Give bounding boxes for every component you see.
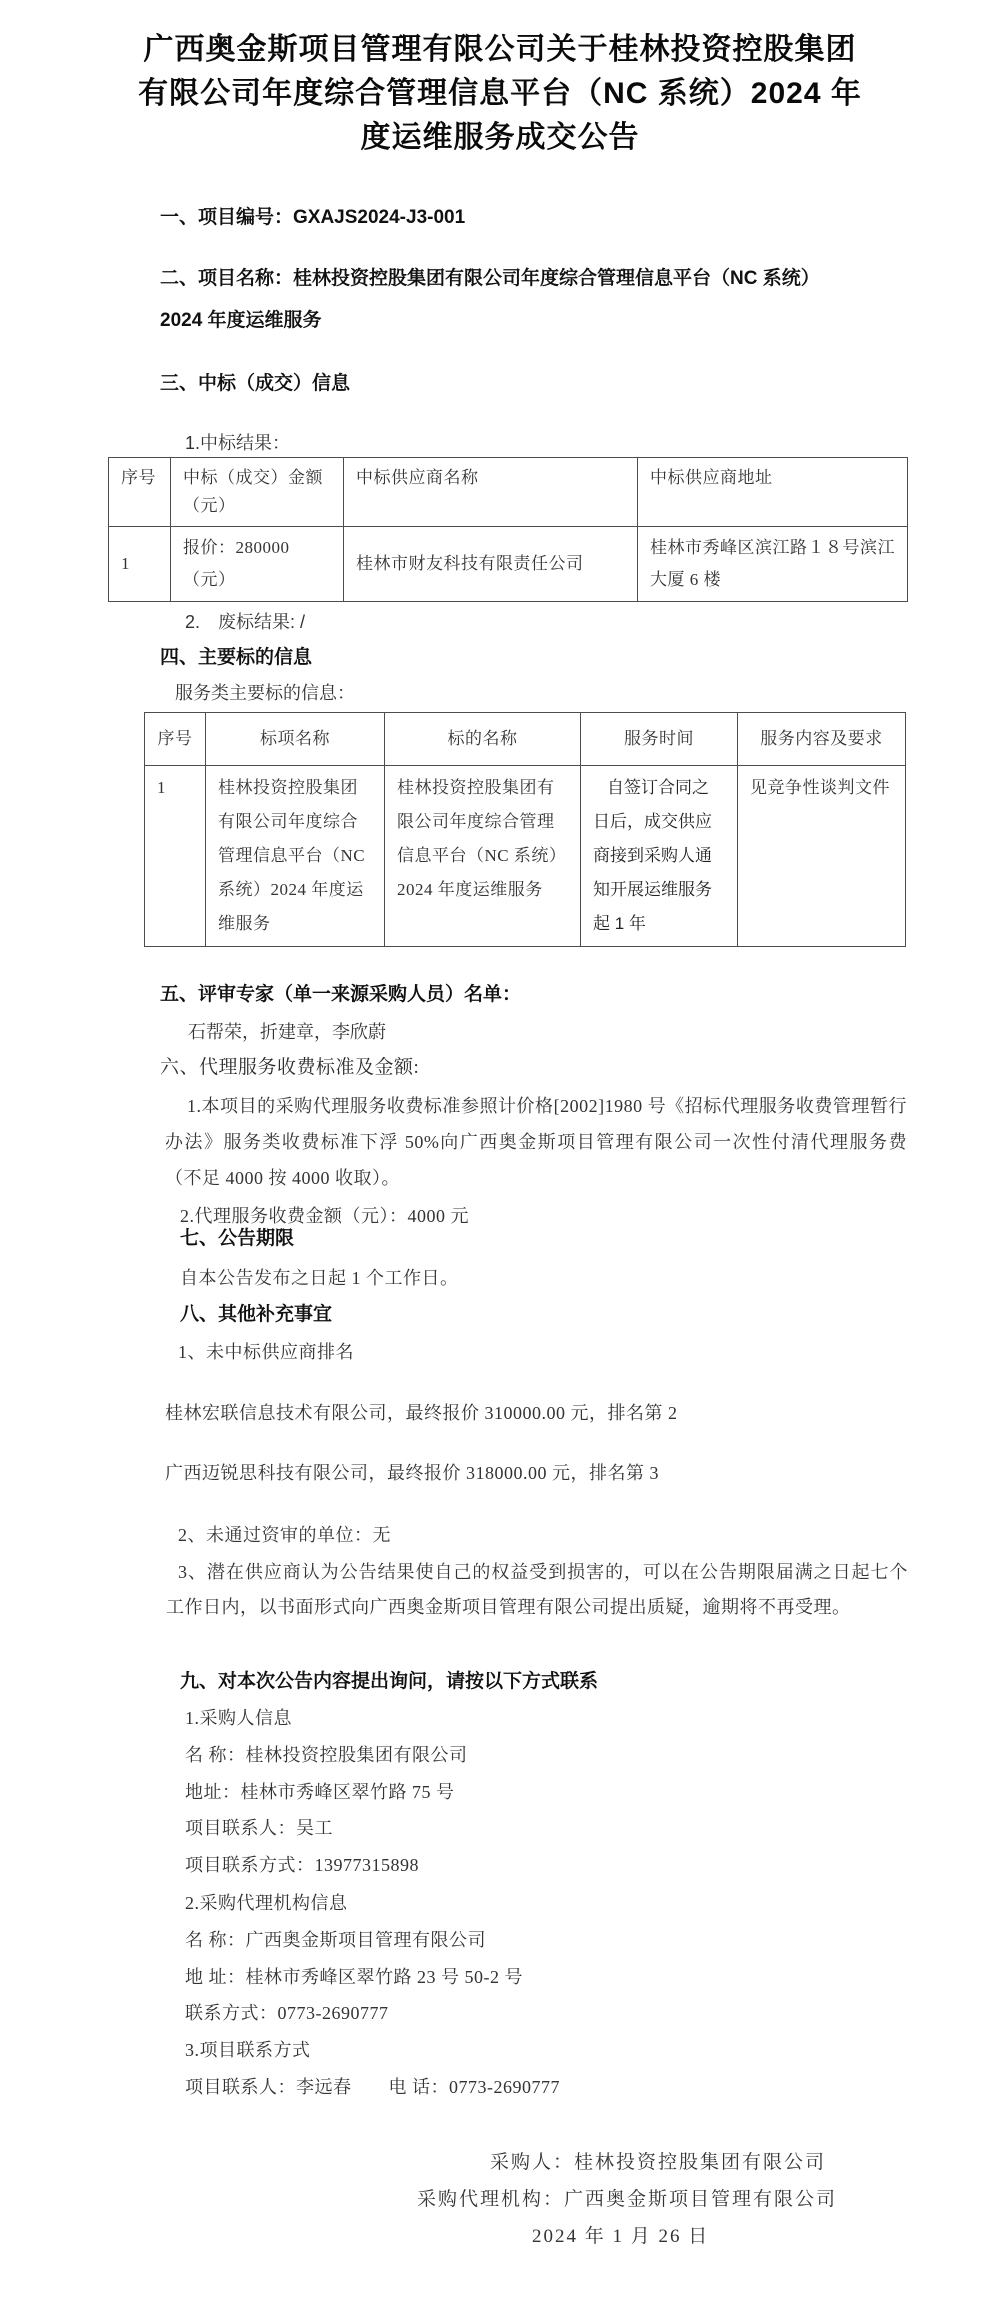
subject-cell-service-time: 自签订合同之日后，成交供应商接到采购人通知开展运维服务起 1 年: [581, 766, 738, 947]
subject-header-lot-name: 标项名称: [206, 713, 385, 766]
subject-table-row: [145, 766, 906, 947]
subject-cell-lot-name: 桂林投资控股集团有限公司年度综合管理信息平台（NC 系统）2024 年度运维服务: [206, 766, 385, 947]
page-title-line1: 广西奥金斯项目管理有限公司关于桂林投资控股集团: [143, 33, 857, 66]
agency-phone-line: 联系方式：0773-2690777: [185, 2003, 389, 2023]
section-7-heading: 七、公告期限: [180, 1228, 295, 1249]
subject-table-header-row: [145, 713, 906, 766]
award-result-table: [108, 457, 908, 602]
invalid-result-label: 2. 废标结果: /: [185, 612, 306, 632]
award-table-row: [109, 527, 908, 602]
objection-paragraph: 3、潜在供应商认为公告结果使自己的权益受到损害的，可以在公告期限届满之日起七个工作日内，以书面形式向广西奥金斯项目管理有限公司提出质疑，逾期将不再受理。: [166, 1562, 908, 1617]
notice-period-line: 自本公告发布之日起 1 个工作日。: [180, 1268, 459, 1288]
section-2-line2: 2024 年度运维服务: [160, 310, 322, 331]
section-5-heading: 五、评审专家（单一来源采购人员）名单：: [160, 984, 522, 1005]
award-cell-amount: 报价：280000（元）: [171, 527, 344, 602]
purchaser-phone-line: 项目联系方式：13977315898: [185, 1855, 419, 1875]
section-3-heading: 三、中标（成交）信息: [160, 373, 351, 394]
page-title-line2: 有限公司年度综合管理信息平台（NC 系统）2024 年: [138, 77, 862, 110]
subject-header-service-content: 服务内容及要求: [738, 713, 906, 766]
award-header-address: 中标供应商地址: [638, 458, 908, 527]
subject-info-table: [144, 712, 906, 947]
project-contact-label: 3.项目联系方式: [185, 2040, 311, 2060]
subject-cell-seq: 1: [145, 766, 206, 947]
page-title: [0, 28, 1000, 160]
subject-header-service-time: 服务时间: [581, 713, 738, 766]
fee-standard-paragraph: 1.本项目的采购代理服务收费标准参照计价格[2002]1980 号《招标代理服务收费管理暂行办法》服务类收费标准下浮 50%向广西奥金斯项目管理有限公司一次性付清代理服务费（不足 4000 按 4000 收取）。: [165, 1096, 907, 1188]
section-6-heading: 六、代理服务收费标准及金额:: [160, 1057, 420, 1078]
project-contact-line: 项目联系人：李远春 电 话：0773-2690777: [185, 2077, 560, 2097]
footer-agency: 采购代理机构：广西奥金斯项目管理有限公司: [417, 2189, 838, 2210]
agency-name-line: 名 称：广西奥金斯项目管理有限公司: [185, 1930, 486, 1950]
section-1-project-number: 一、项目编号：GXAJS2024-J3-001: [160, 207, 466, 228]
subject-header-seq: 序号: [145, 713, 206, 766]
rank-second-supplier: 桂林宏联信息技术有限公司，最终报价 310000.00 元，排名第 2: [165, 1403, 678, 1423]
footer-purchaser: 采购人：桂林投资控股集团有限公司: [490, 2152, 827, 2173]
experts-names: 石帮荣，折建章，李欣蔚: [188, 1022, 386, 1042]
section-9-heading: 九、对本次公告内容提出询问，请按以下方式联系: [180, 1671, 599, 1692]
section-2-line1: 二、项目名称：桂林投资控股集团有限公司年度综合管理信息平台（NC 系统）: [160, 268, 820, 289]
section-2-project-name: [160, 258, 920, 342]
award-cell-address: 桂林市秀峰区滨江路１８号滨江大厦 6 楼: [638, 527, 908, 602]
subject-cell-service-content: 见竞争性谈判文件: [738, 766, 906, 947]
purchaser-info-label: 1.采购人信息: [185, 1708, 292, 1728]
subject-header-subject-name: 标的名称: [385, 713, 581, 766]
award-header-supplier: 中标供应商名称: [344, 458, 638, 527]
service-info-label: 服务类主要标的信息：: [175, 683, 355, 703]
no-qualify-line: 2、未通过资审的单位：无: [178, 1525, 391, 1545]
subject-cell-subject-name: 桂林投资控股集团有限公司年度综合管理信息平台（NC 系统）2024 年度运维服务: [385, 766, 581, 947]
award-result-label: 1.中标结果：: [185, 433, 291, 453]
agency-address-line: 地 址：桂林市秀峰区翠竹路 23 号 50-2 号: [185, 1967, 523, 1987]
footer-date: 2024 年 1 月 26 日: [532, 2226, 710, 2247]
purchaser-address-line: 地址：桂林市秀峰区翠竹路 75 号: [185, 1782, 455, 1802]
purchaser-name-line: 名 称：桂林投资控股集团有限公司: [185, 1745, 468, 1765]
rank-third-supplier: 广西迈锐思科技有限公司，最终报价 318000.00 元，排名第 3: [165, 1463, 659, 1483]
award-cell-seq: 1: [109, 527, 171, 602]
purchaser-contact-line: 项目联系人：吴工: [185, 1818, 333, 1838]
award-cell-supplier: 桂林市财友科技有限责任公司: [344, 527, 638, 602]
agency-info-label: 2.采购代理机构信息: [185, 1893, 348, 1913]
fee-amount-line: 2.代理服务收费金额（元）：4000 元: [180, 1206, 469, 1226]
page-title-line3: 度运维服务成交公告: [360, 121, 640, 154]
section-8-heading: 八、其他补充事宜: [180, 1304, 333, 1325]
section-4-heading: 四、主要标的信息: [160, 647, 313, 668]
award-table-header-row: [109, 458, 908, 527]
award-header-amount: 中标（成交）金额（元）: [171, 458, 344, 527]
rank-label: 1、未中标供应商排名: [178, 1342, 354, 1362]
award-header-seq: 序号: [109, 458, 171, 527]
